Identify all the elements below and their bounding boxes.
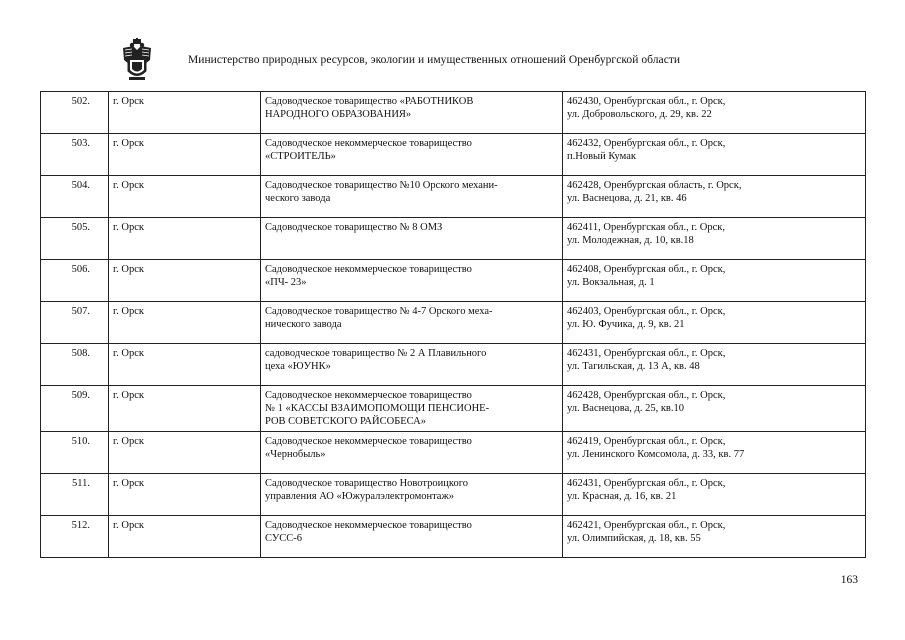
row-number: 507. xyxy=(41,302,109,344)
row-number: 502. xyxy=(41,92,109,134)
address-line: 462428, Оренбургская область, г. Орск, xyxy=(567,180,742,191)
address-line: ул. Ю. Фучика, д. 9, кв. 21 xyxy=(567,319,685,330)
name-line: управления АО «Южуралэлектромонтаж» xyxy=(265,491,454,502)
address-line: 462431, Оренбургская обл., г. Орск, xyxy=(567,478,726,489)
address-line: ул. Васнецова, д. 21, кв. 46 xyxy=(567,193,687,204)
table-row xyxy=(41,344,866,386)
row-address xyxy=(563,134,866,176)
coat-of-arms-icon xyxy=(120,38,154,82)
row-city: г. Орск xyxy=(109,344,261,386)
table-row xyxy=(41,134,866,176)
address-line: 462428, Оренбургская обл., г. Орск, xyxy=(567,390,726,401)
address-line: ул. Добровольского, д. 29, кв. 22 xyxy=(567,109,712,120)
row-organization-name xyxy=(261,302,563,344)
name-line: РОВ СОВЕТСКОГО РАЙСОБЕСА» xyxy=(265,416,426,427)
name-line: Садоводческое некоммерческое товарищество xyxy=(265,436,472,447)
row-address xyxy=(563,432,866,474)
table-row xyxy=(41,92,866,134)
row-address xyxy=(563,260,866,302)
row-city: г. Орск xyxy=(109,386,261,432)
row-address xyxy=(563,386,866,432)
row-address xyxy=(563,92,866,134)
row-organization-name xyxy=(261,474,563,516)
row-number: 509. xyxy=(41,386,109,432)
row-organization-name xyxy=(261,432,563,474)
row-organization-name xyxy=(261,92,563,134)
name-line: садоводческое товарищество № 2 А Плавильного xyxy=(265,348,487,359)
row-organization-name xyxy=(261,260,563,302)
address-line: ул. Олимпийская, д. 18, кв. 55 xyxy=(567,533,701,544)
name-line: «Чернобыль» xyxy=(265,449,326,460)
table-row xyxy=(41,386,866,432)
address-line: ул. Тагильская, д. 13 А, кв. 48 xyxy=(567,361,700,372)
row-number: 506. xyxy=(41,260,109,302)
row-address xyxy=(563,344,866,386)
address-line: 462403, Оренбургская обл., г. Орск, xyxy=(567,306,726,317)
address-line: 462408, Оренбургская обл., г. Орск, xyxy=(567,264,726,275)
name-line: Садоводческое некоммерческое товарищество xyxy=(265,520,472,531)
row-number: 503. xyxy=(41,134,109,176)
address-line: 462419, Оренбургская обл., г. Орск, xyxy=(567,436,726,447)
row-number: 510. xyxy=(41,432,109,474)
address-line: ул. Красная, д. 16, кв. 21 xyxy=(567,491,677,502)
row-organization-name xyxy=(261,516,563,558)
document-header xyxy=(0,38,905,90)
name-line: № 1 «КАССЫ ВЗАИМОПОМОЩИ ПЕНСИОНЕ- xyxy=(265,403,490,414)
row-number: 511. xyxy=(41,474,109,516)
name-line: нического завода xyxy=(265,319,342,330)
address-line: 462430, Оренбургская обл., г. Орск, xyxy=(567,96,726,107)
row-number: 504. xyxy=(41,176,109,218)
row-city: г. Орск xyxy=(109,474,261,516)
row-city: г. Орск xyxy=(109,134,261,176)
row-organization-name xyxy=(261,344,563,386)
name-line: Садоводческое некоммерческое товарищество xyxy=(265,264,472,275)
address-line: ул. Вокзальная, д. 1 xyxy=(567,277,655,288)
name-line: «СТРОИТЕЛЬ» xyxy=(265,151,336,162)
row-organization-name xyxy=(261,176,563,218)
row-address xyxy=(563,474,866,516)
name-line: Садоводческое товарищество «РАБОТНИКОВ xyxy=(265,96,474,107)
row-city: г. Орск xyxy=(109,432,261,474)
name-line: Садоводческое товарищество № 4-7 Орского меха- xyxy=(265,306,493,317)
ministry-title: Министерство природных ресурсов, экологии и имущественных отношений Оренбургской области xyxy=(188,54,681,66)
address-line: 462421, Оренбургская обл., г. Орск, xyxy=(567,520,726,531)
row-number: 505. xyxy=(41,218,109,260)
name-line: НАРОДНОГО ОБРАЗОВАНИЯ» xyxy=(265,109,412,120)
address-line: 462411, Оренбургская обл., г. Орск, xyxy=(567,222,725,233)
address-line: п.Новый Кумак xyxy=(567,151,636,162)
row-address xyxy=(563,302,866,344)
address-line: 462432, Оренбургская обл., г. Орск, xyxy=(567,138,726,149)
row-city: г. Орск xyxy=(109,260,261,302)
row-organization-name xyxy=(261,386,563,432)
row-organization-name xyxy=(261,134,563,176)
table-row xyxy=(41,302,866,344)
table-row xyxy=(41,260,866,302)
registry-table xyxy=(40,91,866,558)
page-number: 163 xyxy=(840,574,858,586)
name-line: Садоводческое некоммерческое товарищество xyxy=(265,390,472,401)
row-address xyxy=(563,516,866,558)
row-city: г. Орск xyxy=(109,176,261,218)
name-line: Садоводческое некоммерческое товарищество xyxy=(265,138,472,149)
table-row xyxy=(41,474,866,516)
row-address xyxy=(563,176,866,218)
name-line: ческого завода xyxy=(265,193,331,204)
row-address xyxy=(563,218,866,260)
name-line: Садоводческое товарищество Новотроицкого xyxy=(265,478,468,489)
row-number: 512. xyxy=(41,516,109,558)
name-line: цеха «ЮУНК» xyxy=(265,361,331,372)
row-city: г. Орск xyxy=(109,218,261,260)
address-line: ул. Васнецова, д. 25, кв.10 xyxy=(567,403,685,414)
address-line: 462431, Оренбургская обл., г. Орск, xyxy=(567,348,726,359)
table-row xyxy=(41,432,866,474)
row-city: г. Орск xyxy=(109,302,261,344)
row-city: г. Орск xyxy=(109,92,261,134)
name-line: Садоводческое товарищество №10 Орского механи- xyxy=(265,180,498,191)
table-row xyxy=(41,516,866,558)
name-line: «ПЧ- 23» xyxy=(265,277,307,288)
row-organization-name xyxy=(261,218,563,260)
table-row xyxy=(41,218,866,260)
row-number: 508. xyxy=(41,344,109,386)
table-row xyxy=(41,176,866,218)
name-line: СУСС-6 xyxy=(265,533,303,544)
name-line: Садоводческое товарищество № 8 ОМЗ xyxy=(265,222,443,233)
address-line: ул. Ленинского Комсомола, д. 33, кв. 77 xyxy=(567,449,745,460)
row-city: г. Орск xyxy=(109,516,261,558)
address-line: ул. Молодежная, д. 10, кв.18 xyxy=(567,235,694,246)
